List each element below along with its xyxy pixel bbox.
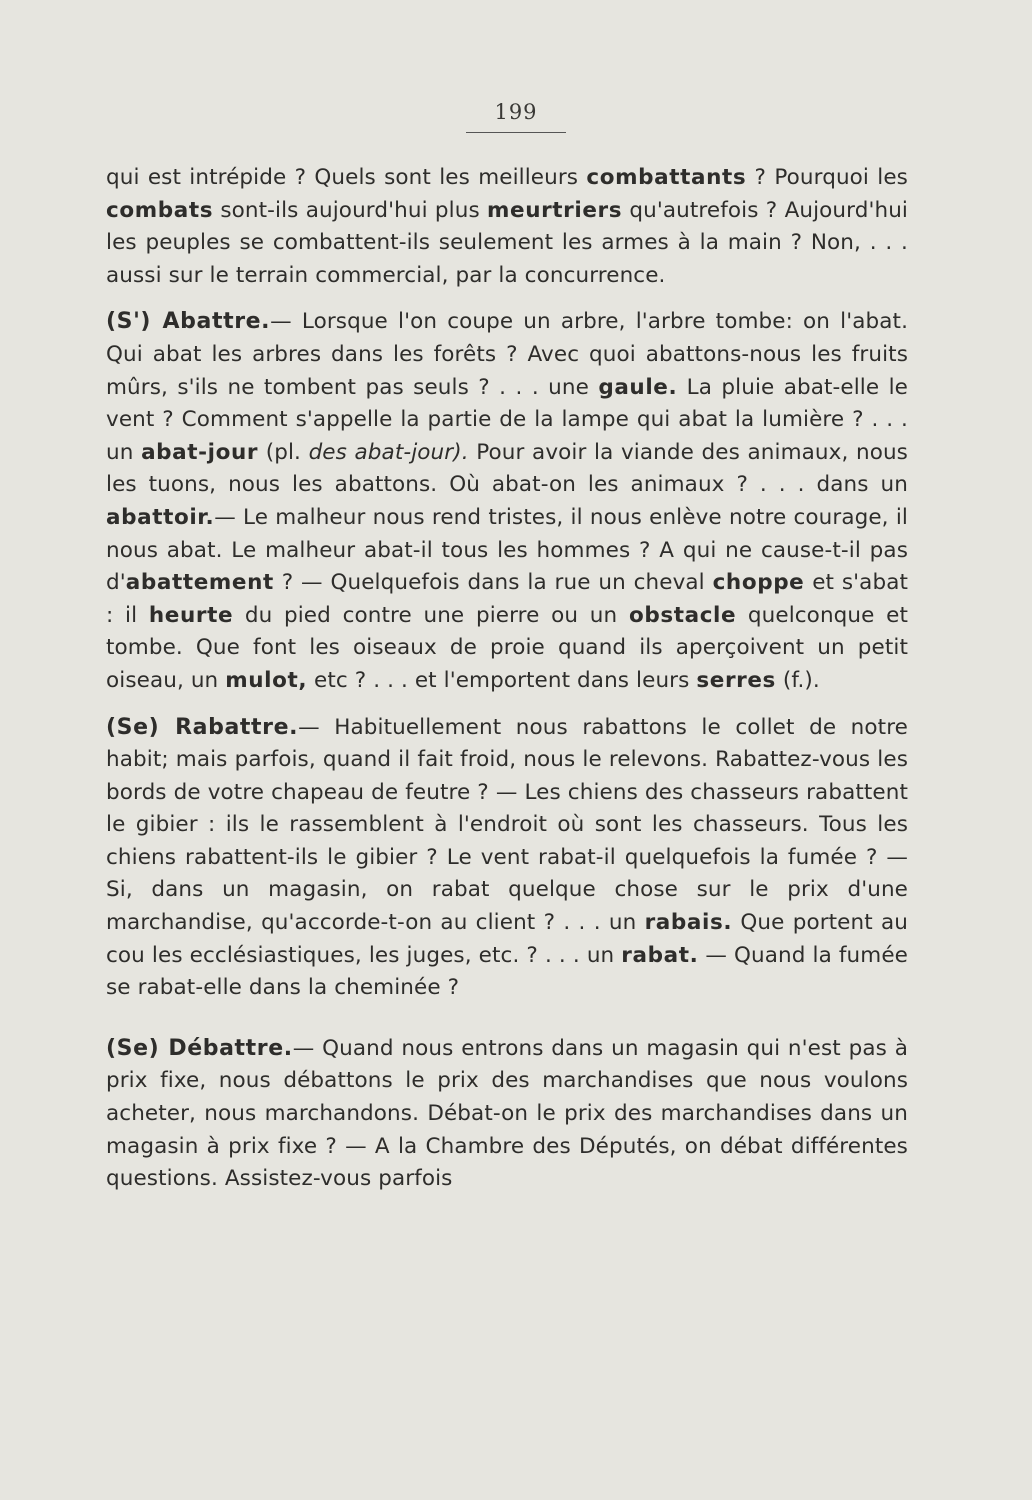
entry-heading: (Se) Rabattre. — [106, 714, 299, 740]
entry-heading: (S') Abattre. — [106, 309, 271, 335]
bold-term: combats — [106, 197, 214, 223]
bold-term: abat-jour — [141, 439, 259, 465]
text-run: Pour avoir la viande des animaux, nous les tuons, nous les abattons. Où abat-on les animaux ? . . . dans un — [106, 439, 908, 498]
bold-term: abattement — [125, 570, 274, 596]
text-run: qui est intrépide ? Quels sont les meilleurs — [106, 165, 587, 190]
text-run: La pluie abat-elle le vent ? Comment s'appelle la partie de la lampe qui abat la lumière ? . . . un — [106, 374, 909, 465]
bold-term: combattants — [586, 165, 747, 190]
body-text — [106, 162, 908, 1210]
italic-term: des abat-jour). — [308, 439, 469, 465]
bold-term: rabais. — [644, 910, 733, 936]
text-run: — Habituellement nous rabattons le collet de notre habit; mais parfois, quand il fait froid, nous le relevons. Rabattez-vous les bords de votre chapeau de feutre ? — Les chiens des chasseurs rabattent le gibier : ils le rassemblent à l'endroit où sont les chasseurs. Tous les chiens rabattent-ils le gibier ? Le vent rabat-il quelquefois la fumée ? — Si, dans un magasin, on rabat quelque chose sur le prix d'une marchandise, qu'accorde-t-on au client ? . . . un — [106, 714, 908, 936]
text-run: ? Pourquoi les — [746, 165, 908, 190]
text-run: qu'autrefois ? Aujourd'hui les peuples se combattent-ils seulement les armes à la main ? Non, . . . aussi sur le terrain commercial, par la concurrence. — [106, 197, 908, 288]
bold-term: abattoir. — [106, 504, 215, 530]
bold-term: obstacle — [628, 602, 737, 628]
text-run: et s'abat : il — [106, 570, 908, 628]
bold-term: mulot, — [225, 667, 308, 693]
text-run: ? — Quelquefois dans la rue un cheval — [273, 570, 713, 596]
paragraph-abattre — [106, 306, 908, 697]
text-run: quelconque et tombe. Que font les oiseaux de proie quand ils aperçoivent un petit oiseau, un — [106, 602, 909, 693]
paragraph-rabattre — [106, 712, 908, 1005]
text-run: etc ? . . . et l'emportent dans leurs — [307, 667, 697, 693]
bold-term: rabat. — [621, 942, 699, 968]
entry-heading: (Se) Débattre. — [106, 1035, 293, 1061]
text-run: (f.). — [775, 667, 820, 693]
text-run: (pl. — [258, 439, 309, 465]
bold-term: choppe — [712, 570, 805, 596]
bold-term: meurtriers — [487, 197, 623, 223]
bold-term: gaule. — [598, 374, 678, 400]
text-run: Que portent au cou les ecclésiastiques, les juges, etc. ? . . . un — [106, 910, 908, 968]
bold-term: serres — [696, 667, 776, 693]
text-run: — Quand nous entrons dans un magasin qui n'est pas à prix fixe, nous débattons le prix des marchandises que nous voulons acheter, nous marchandons. Débat-on le prix des marchandises dans un magasin à prix fixe ? — A la Chambre des Députés, on débat différentes questions. Assistez-vous parfois — [106, 1035, 908, 1192]
text-run: — Quand la fumée se rabat-elle dans la cheminée ? — [106, 942, 908, 1001]
page-number: 199 — [494, 100, 538, 124]
text-run: — Le malheur nous rend tristes, il nous enlève notre courage, il nous abat. Le malheur abat-il tous les hommes ? A qui ne cause-t-il pas d' — [106, 504, 908, 596]
paragraph-intro — [106, 162, 908, 292]
paragraph-debattre — [106, 1033, 908, 1196]
text-run: sont-ils aujourd'hui plus — [213, 197, 488, 223]
bold-term: heurte — [148, 602, 234, 628]
text-run: du pied contre une pierre ou un — [233, 602, 629, 628]
text-run: — Lorsque l'on coupe un arbre, l'arbre tombe: on l'abat. Qui abat les arbres dans les forêts ? Avec quoi abattons-nous les fruits mûrs, s'ils ne tombent pas seuls ? . . . une — [106, 309, 908, 400]
page-number-rule — [466, 132, 566, 133]
